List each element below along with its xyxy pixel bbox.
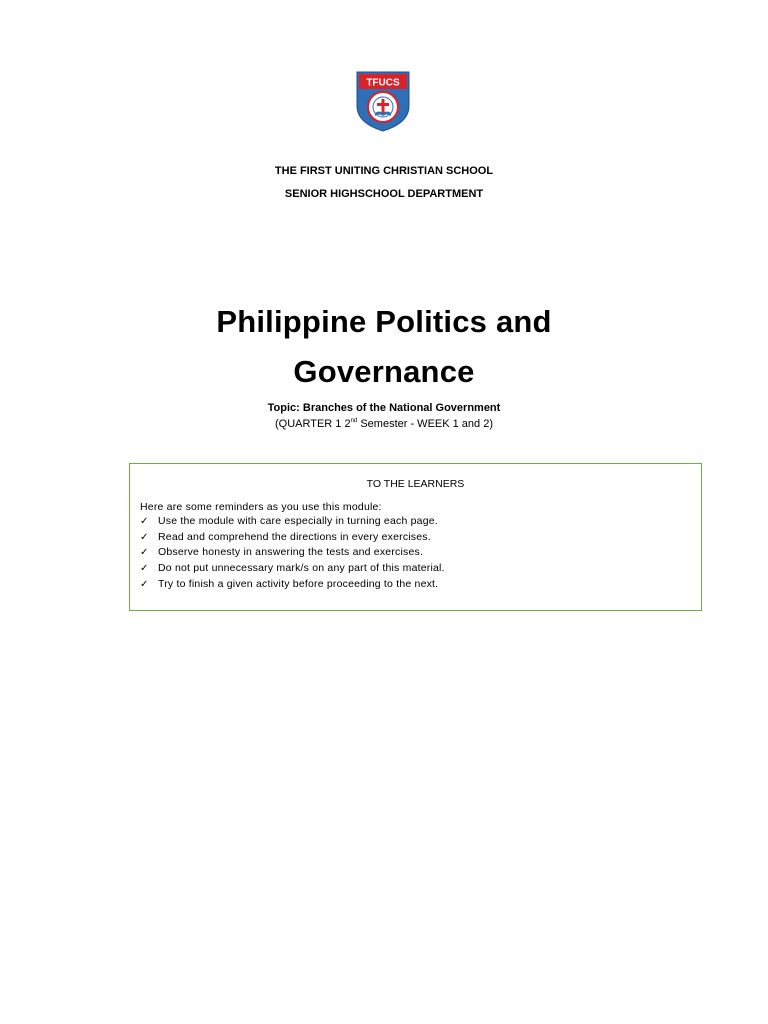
check-icon: ✓ (140, 563, 149, 575)
check-icon: ✓ (140, 578, 149, 590)
logo-text: TFUCS (366, 77, 400, 89)
learners-box (129, 463, 702, 611)
reminder-text: Try to finish a given activity before proceeding to the next. (158, 577, 439, 590)
school-seal-icon (354, 70, 412, 132)
quarter-ordinal: nd (350, 418, 358, 424)
school-name: THE FIRST UNITING CHRISTIAN SCHOOL (274, 165, 494, 177)
module-topic: Topic: Branches of the National Government (267, 402, 501, 414)
reminder-item (140, 514, 445, 530)
quarter-info (0, 417, 768, 431)
module-title-line-2: Governance (293, 354, 475, 389)
reminder-item (140, 545, 445, 561)
reminder-item (140, 530, 445, 546)
reminder-list (140, 514, 445, 593)
learners-box-heading: TO THE LEARNERS (366, 478, 465, 490)
reminder-text: Observe honesty in answering the tests and exercises. (158, 546, 424, 559)
reminder-item (140, 577, 445, 593)
quarter-prefix: (QUARTER 1 2 (275, 418, 351, 430)
school-logo (354, 70, 412, 132)
module-title-line-1: Philippine Politics and (216, 304, 552, 339)
reminder-text: Do not put unnecessary mark/s on any part of this material. (158, 562, 445, 575)
reminder-text: Use the module with care especially in turning each page. (158, 515, 438, 527)
check-icon: ✓ (140, 531, 149, 543)
quarter-suffix: Semester - WEEK 1 and 2) (357, 418, 493, 430)
reminder-text: Read and comprehend the directions in every exercises. (158, 530, 431, 543)
check-icon: ✓ (140, 516, 149, 527)
department-name: SENIOR HIGHSCHOOL DEPARTMENT (284, 188, 484, 200)
learners-box-intro: Here are some reminders as you use this module: (140, 501, 382, 513)
reminder-item (140, 561, 445, 577)
check-icon: ✓ (140, 547, 149, 559)
